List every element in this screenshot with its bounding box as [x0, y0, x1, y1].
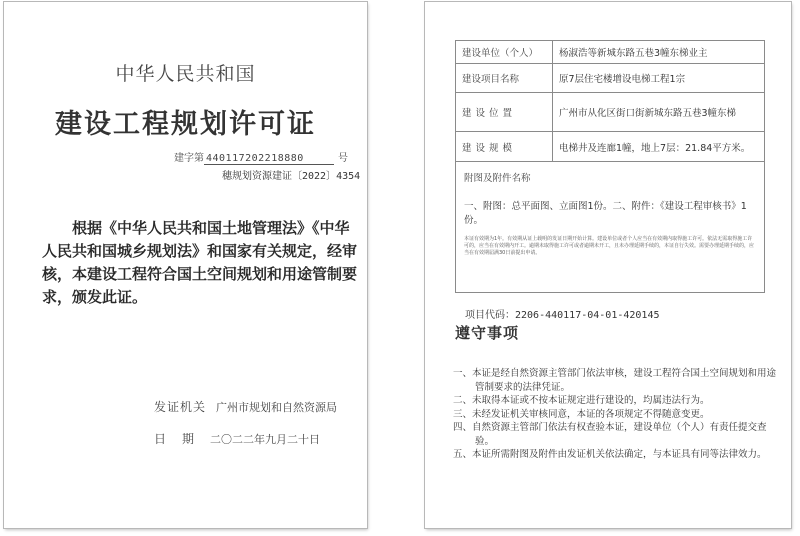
certificate-number-row: [174, 149, 348, 165]
rules-list: [453, 367, 783, 462]
date-row: [154, 430, 320, 447]
row-label: 建设规模: [456, 132, 553, 162]
country-name: 中华人民共和国: [115, 63, 256, 85]
certificate-number: 440117202218880: [204, 153, 334, 165]
table-row: [456, 132, 765, 162]
project-code-row: [465, 306, 660, 321]
table-row: [456, 93, 765, 132]
project-info-table: [455, 40, 765, 293]
certificate-title: 建设工程规划许可证: [55, 109, 316, 140]
table-row: [456, 64, 765, 93]
table-row: [456, 41, 765, 64]
row-label: 建设位置: [456, 93, 553, 132]
project-code: 2206-440117-04-01-420145: [515, 310, 660, 321]
cert-suffix: 号: [338, 153, 348, 164]
row-label: 建设单位（个人）: [456, 41, 553, 64]
row-value: 杨淑浩等新城东路五巷3幢东梯业主: [553, 41, 765, 64]
list-item: 三、未经发证机关审核同意，本证的各项规定不得随意变更。: [453, 408, 710, 420]
row-value: 广州市从化区街口街新城东路五巷3幢东梯: [553, 93, 765, 132]
certificate-left-page: [4, 2, 367, 528]
issuer-value: 广州市规划和自然资源局: [216, 401, 338, 414]
row-label: 建设项目名称: [456, 64, 553, 93]
date-label: 日期: [154, 432, 211, 446]
notice-heading: 遵守事项: [455, 324, 520, 342]
attachments-note: 本证有效期为1年。有效期从证上载明的发证日期开始计算。建设单位或者个人应当在有效期内取得施工许可。依法无需取得施工许可的，应当在有效期内开工。逾期未取得施工许可或者逾期未开工，且未办理延期手续的，本证自行失效。需要办理延期手续的，应当在有效期届满30日前提出申请。: [464, 236, 755, 256]
row-value: 原7层住宅楼增设电梯工程1宗: [553, 64, 765, 93]
certificate-right-page: [425, 2, 791, 528]
sub-certificate-number: 穗规划资源建证〔2022〕4354: [222, 171, 361, 182]
list-item: 二、未取得本证或不按本证规定进行建设的，均属违法行为。: [453, 395, 710, 406]
cert-prefix: 建字第: [174, 153, 204, 164]
attachments-cell: [456, 162, 765, 293]
attachments-list: 一、附图：总平面图、立面图1份。二、附件：《建设工程审核书》1份。: [464, 201, 747, 226]
project-code-label: 项目代码：: [465, 310, 515, 321]
list-item: 一、本证是经自然资源主管部门依法审核，建设工程符合国土空间规划和用途管制要求的法律凭证。: [453, 368, 777, 393]
list-item: 四、自然资源主管部门依法有权查验本证，建设单位（个人）有责任提交查验。: [453, 422, 767, 447]
attachments-title: 附图及附件名称: [464, 173, 531, 184]
list-item: 五、本证所需附图及附件由发证机关依法确定，与本证具有同等法律效力。: [453, 449, 767, 460]
issuer-row: [154, 398, 337, 415]
date-value: 二〇二二年九月二十日: [210, 433, 321, 446]
issuer-label: 发证机关: [154, 400, 207, 414]
certificate-body-text: 根据《中华人民共和国土地管理法》《中华人民共和国城乡规划法》和国家有关规定，经审核，本建设工程符合国土空间规划和用途管制要求，颁发此证。: [42, 219, 358, 306]
table-row: [456, 162, 765, 293]
row-value: 电梯井及连廊1幢，地上7层：21.84平方米。: [553, 132, 765, 162]
